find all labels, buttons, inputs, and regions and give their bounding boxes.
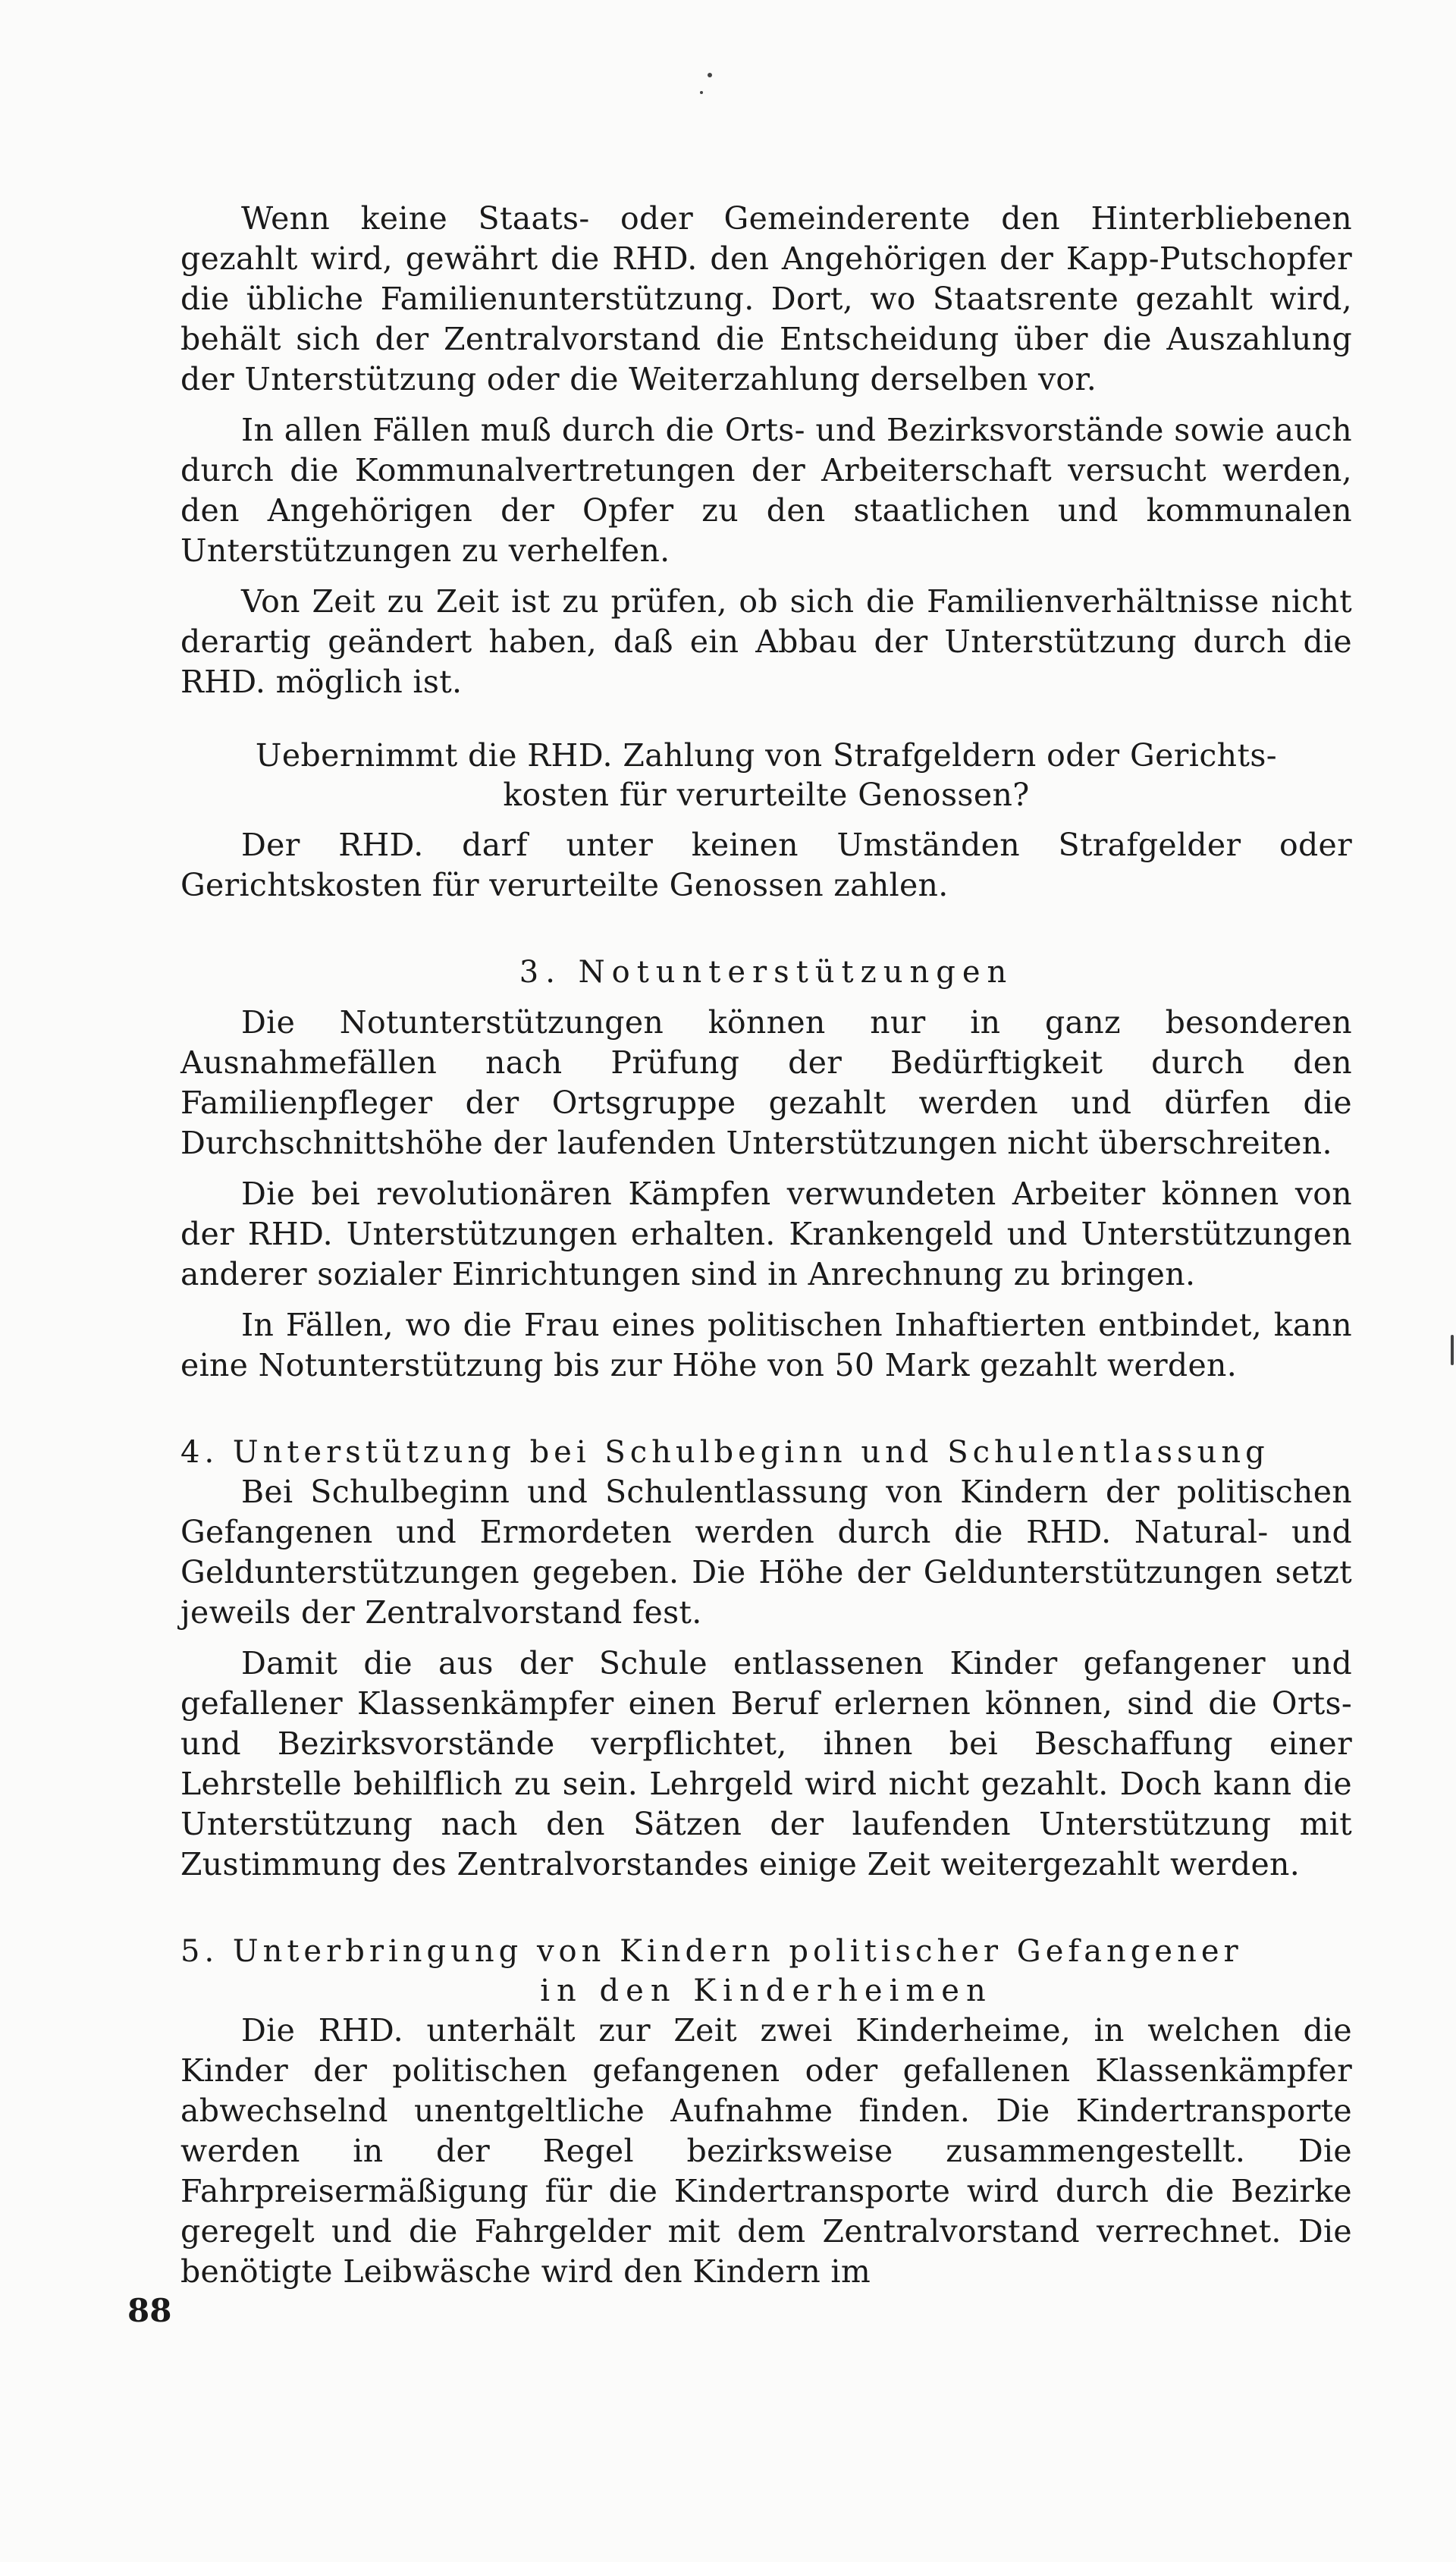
paragraph: Damit die aus der Schule entlassenen Kinder gefangener und gefallener Klassenkämpfer einen Beruf erlernen können, sind die Orts- und Bezirksvorstände verpflichtet, ihnen bei Beschaffung einer Lehrstelle behilflich zu sein. Lehrgeld wird nicht gezahlt. Doch kann die Unterstützung nach den Sätzen der laufenden Unterstützung mit Zustimmung des Zentralvorstandes einige Zeit weitergezahlt werden. (180, 1645, 1352, 1882)
paragraph: Bei Schulbeginn und Schulentlassung von Kindern der politischen Gefangenen und Ermordeten werden durch die RHD. Natural- und Geldunterstützungen gegeben. Die Höhe der Geldunterstützungen setzt jeweils der Zentralvorstand fest. (180, 1474, 1352, 1631)
question-heading-line-2: kosten für verurteilte Genossen? (503, 777, 1030, 813)
paragraph: Von Zeit zu Zeit ist zu prüfen, ob sich die Familienverhältnisse nicht derartig geändert haben, daß ein Abbau der Unterstützung durch die RHD. möglich ist. (180, 583, 1352, 700)
paragraph: In Fällen, wo die Frau eines politischen Inhaftierten entbindet, kann eine Notunterstützung bis zur Höhe von 50 Mark gezahlt werden. (180, 1307, 1352, 1383)
page-number: 88 (127, 2292, 172, 2329)
section-title-5-line-2: in den Kinderheimen (540, 1973, 993, 2008)
section-title-3: 3. Notunterstützungen (519, 955, 1014, 990)
paragraph: Die RHD. unterhält zur Zeit zwei Kinderheime, in welchen die Kinder der politischen gefangenen oder gefallenen Klassenkämpfer abwechselnd unentgeltliche Aufnahme finden. Die Kindertransporte werden in der Regel bezirksweise zusammengestellt. Die Fahrpreisermäßigung für die Kindertransporte wird durch die Bezirke geregelt und die Fahrgelder mit dem Zentralvorstand verrechnet. Die benötigte Leibwäsche wird den Kindern im (180, 2012, 1352, 2290)
section-title-4: 4. Unterstützung bei Schulbeginn und Schulentlassung (180, 1435, 1269, 1470)
question-heading-line-1: Uebernimmt die RHD. Zahlung von Strafgeldern oder Gerichts- (255, 737, 1278, 774)
scan-speck (708, 73, 712, 77)
paragraph: Die bei revolutionären Kämpfen verwundeten Arbeiter können von der RHD. Unterstützungen erhalten. Krankengeld und Unterstützungen anderer sozialer Einrichtungen sind in Anrechnung zu bringen. (180, 1176, 1352, 1292)
paragraph: Der RHD. darf unter keinen Umständen Strafgelder oder Gerichtskosten für verurteilte Genossen zahlen. (180, 827, 1352, 903)
scan-speck (700, 91, 703, 94)
paragraph: In allen Fällen muß durch die Orts- und Bezirksvorstände sowie auch durch die Kommunalvertretungen der Arbeiterschaft versucht werden, den Angehörigen der Opfer zu den staatlichen und kommunalen Unterstützungen zu verhelfen. (180, 412, 1352, 569)
paragraph: Die Notunterstützungen können nur in ganz besonderen Ausnahmefällen nach Prüfung der Bedürftigkeit durch den Familienpfleger der Ortsgruppe gezahlt werden und dürfen die Durchschnittshöhe der laufenden Unterstützungen nicht überschreiten. (180, 1004, 1352, 1161)
text-column (180, 199, 1352, 2292)
section-title-5-line-1: 5. Unterbringung von Kindern politischer Gefangener (180, 1934, 1243, 1969)
paragraph: Wenn keine Staats- oder Gemeinderente den Hinterbliebenen gezahlt wird, gewährt die RHD. den Angehörigen der Kapp-Putschopfer die übliche Familienunterstützung. Dort, wo Staatsrente gezahlt wird, behält sich der Zentralvorstand die Entscheidung über die Auszahlung der Unterstützung oder die Weiterzahlung derselben vor. (180, 200, 1352, 397)
scan-speck (1451, 1335, 1454, 1365)
